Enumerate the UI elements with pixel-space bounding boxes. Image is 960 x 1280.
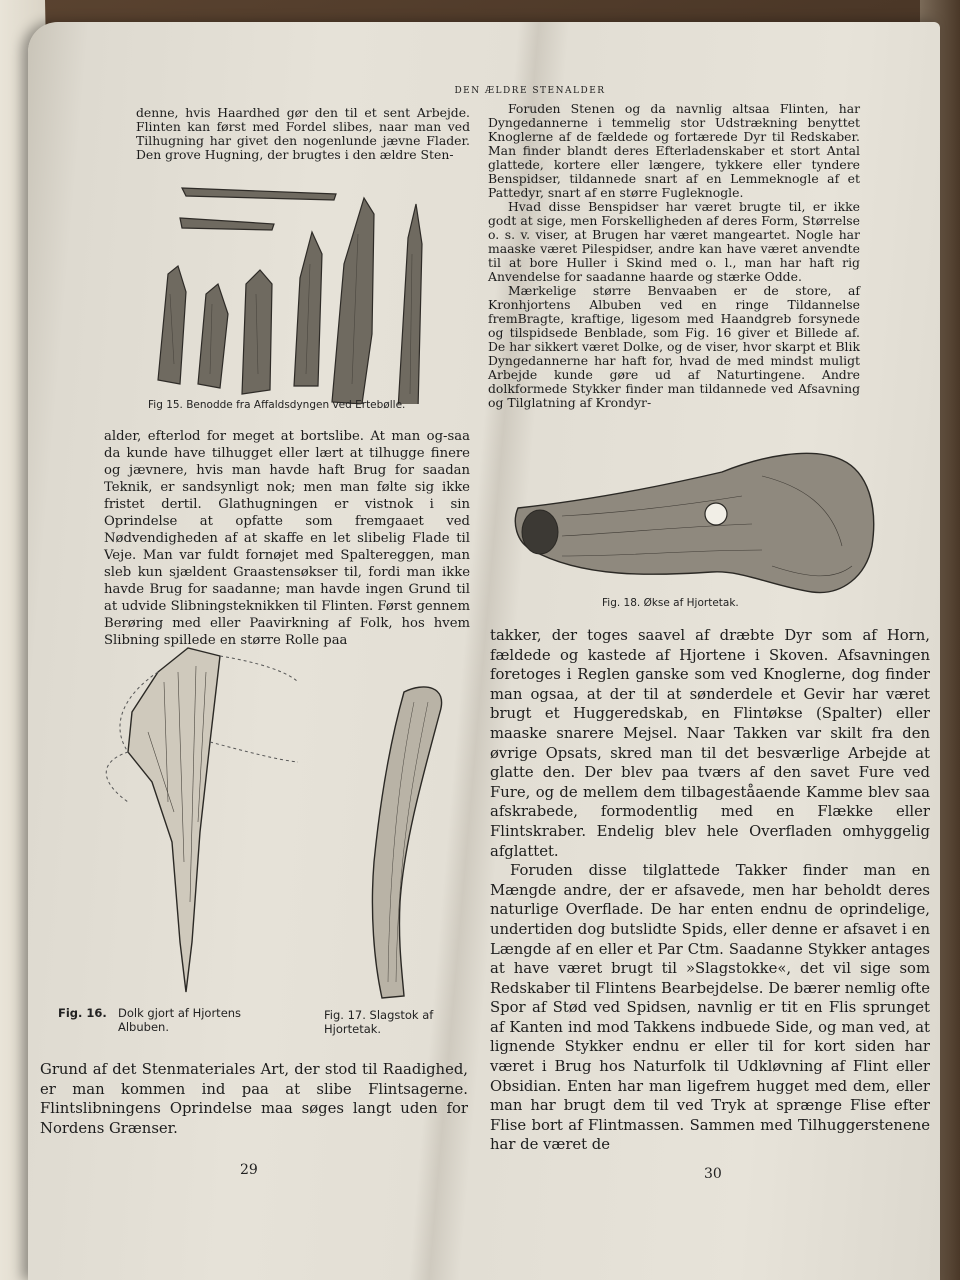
left-mid-text: alder, efterlod for meget at bortslibe. At man og-saa da kunde have tilhugget eller lært at tilhugge finere og jævnere, hvis man havde haft Brug for saadan Teknik, er sandsynligt nok; men man følte sig ikke fristet dertil. Glathugningen er vistnok i sin Oprindelse at opfatte som fremgaaet ved Nødvendigheden af at skaffe en let slibelig Flade til Veje. Man var fuldt fornøjet med Spaltereggen, man sleb kun sjældent Graastensøkser til, fordi man ikke havde Brug for saadanne; man havde ingen Grund til at udvide Slibningsteknikken til Flinten. Først gennem Berøring med eller Paavirkning af Folk, hos hvem Slibning spillede en større Rolle paa xyxy=(104,429,470,648)
fig16-caption: Dolk gjort af Hjortens Albuben. xyxy=(118,1006,242,1034)
running-head: DEN ÆLDRE STENALDER xyxy=(454,86,606,96)
fig18-caption: Fig. 18. Økse af Hjortetak. xyxy=(602,597,739,609)
right-bottom-text-1: takker, der toges saavel af dræbte Dyr som af Horn, fældede og kastede af Hjortene i Skoven. Afsavningen foretoges i Reglen ganske som ved Knoglerne, dog finder man ogsaa, at der til at sønderdele et Gevir har været brugt et Huggeredskab, en Flintøkse (Spalter) eller maaske snarere Mejsel. Naar Takken var skilt fra den øvrige Opsats, skred man til det besværlige Arbejde at glatte den. Der blev paa tværs af den savet Fure ved Fure, og de mellem dem tilbageståaende Kamme blev saa afskrabede, formodentlig med en Flække eller Flintskraber. Endelig blev hele Overfladen omhyggelig afglattet. xyxy=(490,627,930,860)
page-number-left: 29 xyxy=(240,1162,258,1178)
right-top-text-3: Mærkelige større Benvaaben er de store, af Kronhjortens Albuben ved en ringe Tildannelse fremBragte, kraftige, ligesom med Haandgreb forsynede og tilspidsede Benblade, som Fig. 16 giver et Billede af. De har sikkert været Dolke, og de viser, hvor skarpt et Blik Dyngedannerne har haft for, hvad de med mindst muligt Arbejde kunde gøre ud af Naturtingene. Andre dolkformede Stykker finder man tildannede ved Afsavning og Tilglatning af Krondyr- xyxy=(488,283,860,410)
left-top-text: denne, hvis Haardhed gør den til et sent Arbejde. Flinten kan først med Fordel slibes, naar man ved Tilhugning har givet den nogenlunde jævne Flader. Den grove Hugning, der brugtes i den ældre Sten- xyxy=(136,105,470,162)
fig16-dagger-illustration xyxy=(88,642,298,1002)
fig15-caption: Fig 15. Benodde fra Affaldsdyngen ved Ertebølle. xyxy=(148,399,406,411)
page-number-right: 30 xyxy=(704,1166,722,1182)
left-mid-paragraph xyxy=(104,428,470,649)
left-bottom-paragraph xyxy=(40,1060,468,1138)
fig17-caption: Fig. 17. Slagstok af Hjortetak. xyxy=(324,1008,434,1036)
right-top-text-1: Foruden Stenen og da navnlig altsaa Flinten, har Dyngedannerne i temmelig stor Udstrækning benyttet Knoglerne af de fældede og fortærede Dyr til Redskaber. Man finder blandt deres Efterladenskaber et stort Antal glattede, kortere eller længere, tykkere eller tyndere Benspidser, tildannede snart af en Lemmeknogle af et Pattedyr, snart af en større Fugleknogle. xyxy=(488,101,860,200)
fig17-antler-hammer-illustration xyxy=(344,682,464,1002)
open-book-spread xyxy=(28,22,940,1280)
fig18-antler-axe-illustration xyxy=(512,446,882,606)
fig16-number: Fig. 16. xyxy=(58,1006,107,1020)
left-bottom-text: Grund af det Stenmateriales Art, der stod til Raadighed, er man kommen ind paa at slibe Flintsagerne. Flintslibningens Oprindelse maa søges langt uden for Nordens Grænser. xyxy=(40,1061,468,1137)
right-bottom-paragraphs xyxy=(490,626,930,1155)
fig15-bone-points-illustration xyxy=(146,174,446,404)
right-top-paragraphs xyxy=(488,102,860,410)
left-top-paragraph xyxy=(136,106,470,162)
right-top-text-2: Hvad disse Benspidser har været brugte til, er ikke godt at sige, men Forskelligheden af deres Form, Størrelse o. s. v. viser, at Brugen har været mangeartet. Nogle har maaske været Pilespidser, andre kan have været anvendte til at bore Huller i Skind med o. l., man har haft rig Anvendelse for saadanne haarde og stærke Odde. xyxy=(488,199,860,284)
fig16-label xyxy=(58,1006,107,1020)
right-bottom-text-2: Foruden disse tilglattede Takker finder man en Mængde andre, der er afsavede, men har beholdt deres naturlige Overflade. De har enten endnu de oprindelige, undertiden dog butslidte Spids, eller denne er afsavet i en Længde af en eller et Par Ctm. Saadanne Stykker antages at have været brugt til »Slagstokke«, det vil sige som Redskaber til Flintens Bearbejdelse. De bærer nemlig ofte Spor af Stød ved Spidsen, navnlig er tit en Flis sprunget af Kanten ind mod Takkens indbuede Side, og man ved, at lignende Stykker endnu er eller til for kort siden har været i Brug hos Naturfolk til Udkløvning af Flint eller Obsidian. Enten har man ligefrem hugget med dem, eller man har brugt dem til ved Tryk at sprænge Flise efter Flise bort af Flintmassen. Sammen med Tilhuggerstenene har de været de xyxy=(490,862,930,1154)
